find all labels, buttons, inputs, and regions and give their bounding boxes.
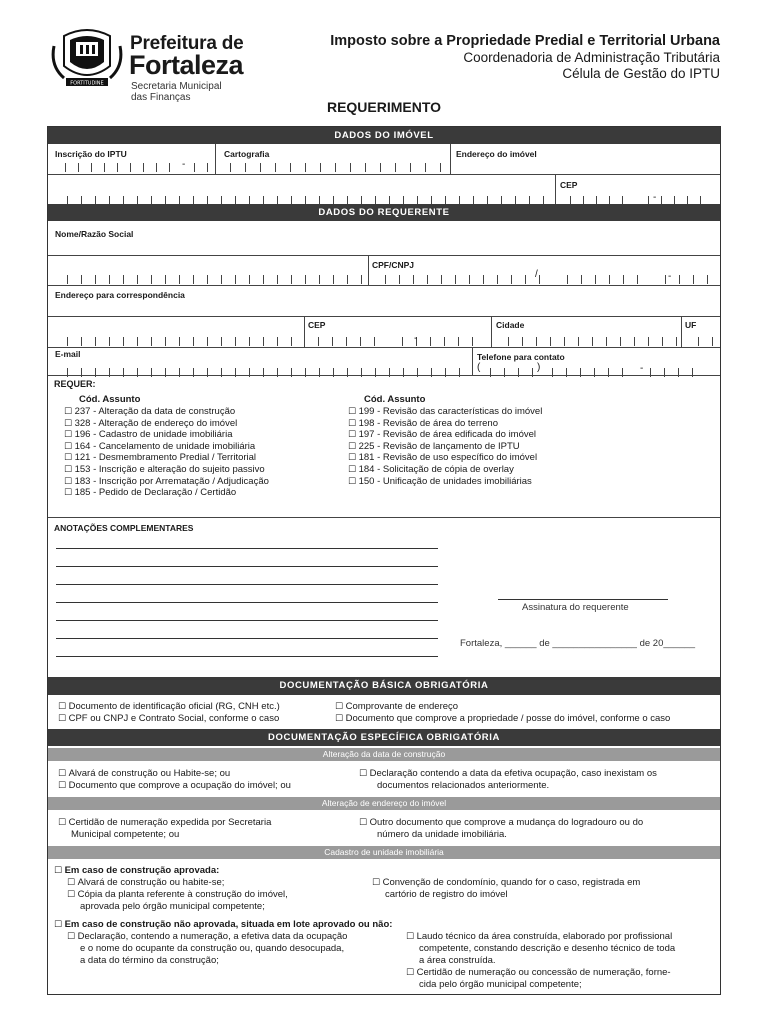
checkbox-icon[interactable]: ☐	[64, 429, 75, 440]
option-label: 184 - Solicitação de cópia de overlay	[358, 464, 514, 475]
option-label: 328 - Alteração de endereço do imóvel	[74, 417, 238, 429]
checkbox-icon[interactable]: ☐	[64, 452, 75, 463]
sub-cadastro-unidade: Cadastro de unidade imobiliária	[48, 846, 720, 859]
label-requer: REQUER:	[54, 379, 96, 389]
option-label: 150 - Unificação de unidades imobiliárias	[358, 475, 532, 487]
option-label: 181 - Revisão de uso específico do imóvel	[358, 452, 538, 464]
section-dados-requerente: DADOS DO REQUERENTE	[48, 204, 720, 221]
requer-col-header-left: Cód. Assunto	[79, 394, 141, 405]
label-inscricao: Inscrição do IPTU	[55, 149, 127, 159]
input-inscricao[interactable]	[53, 158, 213, 172]
label-uf: UF	[685, 320, 697, 330]
requer-left-option[interactable]	[64, 429, 232, 441]
doc-certidao-numeracao[interactable]: ☐ Certidão de numeração expedida por Secretaria	[58, 817, 272, 828]
requer-right-option[interactable]	[348, 452, 537, 464]
brand-city: Fortaleza	[129, 50, 244, 80]
checkbox-icon[interactable]: ☐	[64, 406, 75, 416]
input-uf[interactable]	[684, 332, 720, 346]
doc-nao-aprovada[interactable]: ☐ Em caso de construção não aprovada, situada em lote aprovado ou não:	[54, 919, 393, 930]
annotation-line[interactable]	[56, 656, 438, 657]
option-label: 185 - Pedido de Declaração / Certidão	[74, 487, 237, 499]
annotation-line[interactable]	[56, 548, 438, 549]
sub-alteracao-data: Alteração da data de construção	[48, 748, 720, 761]
date-line: Fortaleza, ______ de ________________ de 20______	[460, 638, 696, 649]
doc-aprovada[interactable]: ☐ Em caso de construção aprovada:	[54, 865, 220, 876]
option-label: 237 - Alteração da data de construção	[74, 406, 236, 417]
input-nome[interactable]	[53, 270, 371, 284]
option-label: 121 - Desmembramento Predial / Territorial	[74, 452, 257, 464]
brand-title: Prefeitura de	[130, 33, 244, 54]
checkbox-icon[interactable]: ☐	[64, 417, 75, 428]
signature-line[interactable]	[498, 599, 668, 600]
option-label: 198 - Revisão de área do terreno	[358, 417, 498, 429]
doc-basica-item-3[interactable]: ☐ Comprovante de endereço	[335, 701, 459, 712]
annotation-line[interactable]	[56, 584, 438, 585]
requer-left-option[interactable]	[64, 418, 237, 430]
requer-right-option[interactable]	[348, 441, 520, 453]
document-title: REQUERIMENTO	[326, 99, 442, 115]
checkbox-icon[interactable]: ☐	[64, 464, 75, 474]
seal-text: FORTITUDINE	[70, 80, 104, 87]
doc-declaracao-ocupacao-cont: documentos relacionados anteriormente.	[377, 780, 550, 791]
checkbox-icon[interactable]: ☐	[64, 487, 75, 498]
request-form: DADOS DO IMÓVEL Inscrição do IPTU Cartografia Endereço do imóvel - CEP - DADOS DO REQUERENTE Nome/Razão Social CPF/CNPJ / - Endereço para correspondência CEP - Cidade UF E-mail Telefone para contato ( ) - REQUER: Cód. Assunto Cód. Assunto ☐ 237 - Alteração da data de construção ☐ 328 - Alteração de endereço do imóvel ☐ 196 - Cadastro de unidade imobiliária ☐ 164 - Cancelamento de unidade imobiliária ☐ 121 - Desmembramento Predial / Territorial ☐ 153 - Inscrição e alteração do sujeito passivo ☐ 183 - Inscrição por Arrematação / Adjudicação ☐ 185 - Pedido de Declaração / Certidão ☐ 199 - Revisão das características do imóvel ☐ 198 - Revisão de área do terreno ☐ 197 - Revisão de área edificada do imóvel ☐ 225 - Revisão de lançamento de IPTU ☐ 181 - Revisão de uso específico do imóvel ☐ 184 - Solicitação de cópia de overlay ☐ 150 - Unificação de unidades imobiliárias ANOTAÇÕES COMPLEMENTARES Assinatura do requerente Fortaleza, ______ de ________________ de 20______ DOCUMENTAÇÃO BÁSICA OBRIGATÓRIA ☐ Documento de identificação oficial (RG, CNH etc.) ☐ CPF ou CNPJ e Contrato Social, conforme o caso ☐ Comprovante de endereço ☐ Documento que comprove a propriedade / posse do imóvel, conforme o caso DOCUMENTAÇÃO ESPECÍFICA OBRIGATÓRIA Alteração da data de construção ☐ Alvará de construção ou Habite-se; ou ☐ Documento que comprove a ocupação do imóvel; ou ☐ Declaração contendo a data da efetiva ocupação, caso inexistam os documentos relacionados anteriormente. Alteração de endereço do imóvel ☐ Certidão de numeração expedida por Secretaria Municipal competente; ou ☐ Outro documento que comprove a mudança do logradouro ou do número da unidade imobiliária. Cadastro de unidade imobiliária ☐ Em caso de construção aprovada: ☐ Alvará de construção ou habite-se; ☐ Cópia da planta referente à construção do imóvel, aprovada pelo órgão municipal competente; ☐ Convenção de condomínio, quando for o caso, registrada em cartório de registro do imóvel ☐ Em caso de construção não aprovada, situada em lote aprovado ou não: ☐ Declaração, contendo a numeração, a efetiva data da ocupação e o nome do ocupante da construção ou, quando desocupada, a data do término da construção; ☐ Laudo técnico da área construída, elaborado por profissional competente, constando descrição e desenho técnico de toda a área construída. ☐ Certidão de numeração ou concessão de numeração, forne- cida pelo órgão municipal competente;	[47, 126, 721, 995]
doc-na-certidao-2: cida pelo órgão municipal competente;	[419, 979, 582, 990]
input-cep-imovel[interactable]	[558, 191, 718, 205]
requer-left-option[interactable]	[64, 487, 236, 499]
annotation-line[interactable]	[56, 638, 438, 639]
checkbox-icon[interactable]: ☐	[348, 429, 359, 440]
doc-basica-item-2[interactable]: ☐ CPF ou CNPJ e Contrato Social, conforme o caso	[58, 713, 280, 724]
requer-left-option[interactable]	[64, 452, 256, 464]
label-assinatura: Assinatura do requerente	[522, 602, 629, 613]
label-nome: Nome/Razão Social	[55, 229, 134, 239]
doc-outro-documento[interactable]: ☐ Outro documento que comprove a mudança do logradouro ou do	[359, 817, 644, 828]
annotation-line[interactable]	[56, 620, 438, 621]
checkbox-icon[interactable]: ☐	[348, 452, 359, 463]
sub-alteracao-endereco: Alteração de endereço do imóvel	[48, 797, 720, 810]
city-seal-icon	[50, 26, 124, 90]
option-label: 196 - Cadastro de unidade imobiliária	[74, 429, 233, 441]
doc-basica-item-4[interactable]: ☐ Documento que comprove a propriedade / posse do imóvel, conforme o caso	[335, 713, 671, 724]
option-label: 183 - Inscrição por Arrematação / Adjudicação	[74, 475, 269, 487]
label-cidade: Cidade	[496, 320, 525, 330]
option-label: 197 - Revisão de área edificada do imóvel	[358, 429, 537, 441]
doc-na-declaracao-3: a data do término da construção;	[80, 955, 219, 966]
label-cartografia: Cartografia	[224, 149, 270, 159]
annotation-line[interactable]	[56, 602, 438, 603]
option-label: 225 - Revisão de lançamento de IPTU	[358, 440, 520, 452]
label-cep-imovel: CEP	[560, 180, 578, 190]
checkbox-icon[interactable]: ☐	[64, 440, 75, 451]
checkbox-icon[interactable]: ☐	[348, 406, 359, 416]
doc-na-laudo-3: a área construída.	[419, 955, 496, 966]
section-doc-basica: DOCUMENTAÇÃO BÁSICA OBRIGATÓRIA	[48, 677, 720, 695]
checkbox-icon[interactable]: ☐	[348, 475, 359, 486]
doc-outro-documento-cont: número da unidade imobiliária.	[377, 829, 507, 840]
requer-col-header-right: Cód. Assunto	[364, 394, 426, 405]
brand-subtitle: Secretaria Municipal das Finanças	[131, 81, 222, 103]
doc-aprovada-planta[interactable]: ☐ Cópia da planta referente à construção do imóvel,	[67, 889, 288, 900]
label-anotacoes: ANOTAÇÕES COMPLEMENTARES	[54, 523, 194, 533]
doc-basica-item-1[interactable]: ☐ Documento de identificação oficial (RG, CNH etc.)	[58, 701, 280, 712]
input-cartografia[interactable]	[218, 158, 448, 172]
label-endereco-correspondencia: Endereço para correspondência	[55, 290, 185, 300]
label-cep-correspondencia: CEP	[308, 320, 326, 330]
doc-na-declaracao-2: e o nome do ocupante da construção ou, quando desocupada,	[80, 943, 345, 954]
doc-na-laudo-2: competente, constando descrição e desenho técnico de toda	[419, 943, 676, 954]
checkbox-icon[interactable]: ☐	[348, 440, 359, 451]
requer-right-option[interactable]	[348, 476, 532, 488]
requer-right-option[interactable]	[348, 429, 536, 441]
option-label: 164 - Cancelamento de unidade imobiliária	[74, 440, 256, 452]
doc-na-certidao[interactable]: ☐ Certidão de numeração ou concessão de numeração, forne-	[406, 967, 671, 978]
doc-ocupacao[interactable]: ☐ Documento que comprove a ocupação do imóvel; ou	[58, 780, 291, 791]
input-cep-correspondencia[interactable]	[306, 332, 492, 346]
requer-right-option[interactable]	[348, 406, 542, 418]
doc-certidao-numeracao-cont: Municipal competente; ou	[71, 829, 180, 840]
doc-na-declaracao[interactable]: ☐ Declaração, contendo a numeração, a efetiva data da ocupação	[67, 931, 348, 942]
section-dados-imovel: DADOS DO IMÓVEL	[48, 127, 720, 144]
option-label: 153 - Inscrição e alteração do sujeito passivo	[74, 464, 265, 475]
requer-right-option[interactable]	[348, 464, 514, 476]
input-cidade[interactable]	[494, 332, 680, 346]
label-telefone: Telefone para contato	[477, 352, 565, 362]
doc-convencao-condominio-cont: cartório de registro do imóvel	[385, 889, 508, 900]
doc-na-laudo[interactable]: ☐ Laudo técnico da área construída, elaborado por profissional	[406, 931, 673, 942]
requer-right-option[interactable]	[348, 418, 498, 430]
label-email: E-mail	[55, 349, 81, 359]
checkbox-icon[interactable]: ☐	[348, 464, 359, 474]
checkbox-icon[interactable]: ☐	[64, 475, 75, 486]
page-header	[0, 0, 768, 125]
option-label: 199 - Revisão das características do imóvel	[358, 406, 543, 417]
doc-aprovada-planta-cont: aprovada pelo órgão municipal competente;	[80, 901, 265, 912]
checkbox-icon[interactable]: ☐	[348, 417, 359, 428]
requer-left-option[interactable]	[64, 476, 269, 488]
doc-declaracao-ocupacao[interactable]: ☐ Declaração contendo a data da efetiva ocupação, caso inexistam os	[359, 768, 657, 779]
input-endereco-correspondencia[interactable]	[53, 332, 307, 346]
annotation-line[interactable]	[56, 566, 438, 567]
doc-alvara[interactable]: ☐ Alvará de construção ou Habite-se; ou	[58, 768, 231, 779]
requer-left-option[interactable]	[64, 441, 255, 453]
header-titles: Imposto sobre a Propriedade Predial e Territorial Urbana Coordenadoria de Administração Tributária Célula de Gestão do IPTU	[330, 33, 720, 81]
doc-convencao-condominio[interactable]: ☐ Convenção de condomínio, quando for o caso, registrada em	[372, 877, 641, 888]
requer-left-option[interactable]	[64, 464, 265, 476]
input-endereco-imovel[interactable]	[53, 191, 553, 205]
label-cpf: CPF/CNPJ	[372, 260, 415, 270]
section-doc-especifica: DOCUMENTAÇÃO ESPECÍFICA OBRIGATÓRIA	[48, 729, 720, 746]
requer-left-option[interactable]	[64, 406, 235, 418]
doc-aprovada-alvara[interactable]: ☐ Alvará de construção ou habite-se;	[67, 877, 225, 888]
label-endereco-imovel: Endereço do imóvel	[456, 149, 537, 159]
